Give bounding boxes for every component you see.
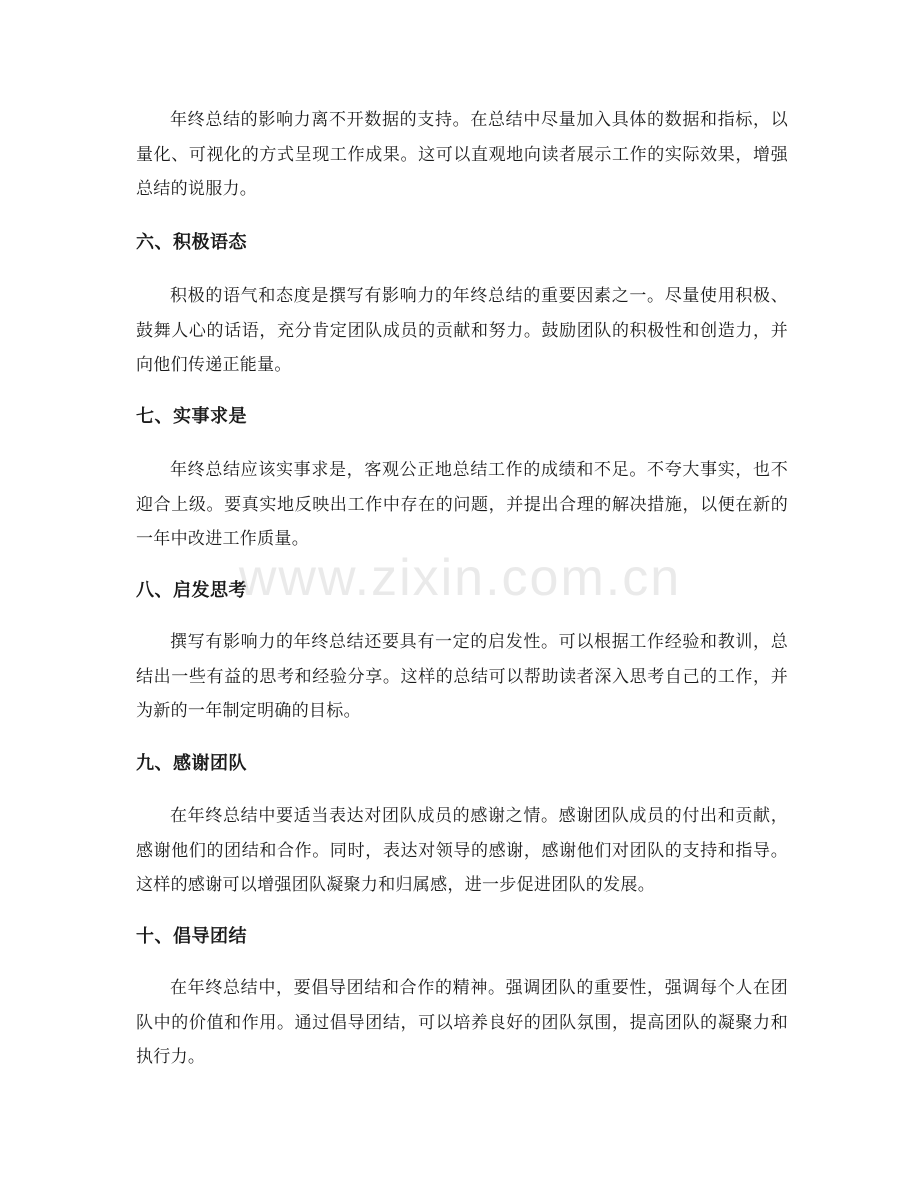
intro-paragraph: 年终总结的影响力离不开数据的支持。在总结中尽量加入具体的数据和指标，以量化、可视化的方式呈现工作成果。这可以直观地向读者展示工作的实际效果，增强总结的说服力。 [136,110,788,199]
site-watermark: www.zixin.com.cn [238,549,682,607]
section-body-6: 积极的语气和态度是撰写有影响力的年终总结的重要因素之一。尽量使用积极、鼓舞人心的话语，充分肯定团队成员的贡献和努力。鼓励团队的积极性和创造力，并向他们传递正能量。 [136,286,788,375]
section-body-10: 在年终总结中，要倡导团结和合作的精神。强调团队的重要性，强调每个人在团队中的价值和作用。通过倡导团结，可以培养良好的团队氛围，提高团队的凝聚力和执行力。 [136,978,788,1067]
section-heading-8: 八、启发思考 [136,580,247,601]
section-heading-9: 九、感谢团队 [136,753,247,774]
section-body-7: 年终总结应该实事求是，客观公正地总结工作的成绩和不足。不夸大事实，也不迎合上级。要真实地反映出工作中存在的问题，并提出合理的解决措施，以便在新的一年中改进工作质量。 [136,460,788,549]
section-heading-6: 六、积极语态 [136,232,247,253]
section-heading-10: 十、倡导团结 [136,926,247,947]
section-body-8: 撰写有影响力的年终总结还要具有一定的启发性。可以根据工作经验和教训，总结出一些有益的思考和经验分享。这样的总结可以帮助读者深入思考自己的工作，并为新的一年制定明确的目标。 [136,632,788,721]
section-body-9: 在年终总结中要适当表达对团队成员的感谢之情。感谢团队成员的付出和贡献，感谢他们的团结和合作。同时，表达对领导的感谢，感谢他们对团队的支持和指导。这样的感谢可以增强团队凝聚力和归属感，进一步促进团队的发展。 [136,806,788,895]
section-heading-7: 七、实事求是 [136,406,247,427]
